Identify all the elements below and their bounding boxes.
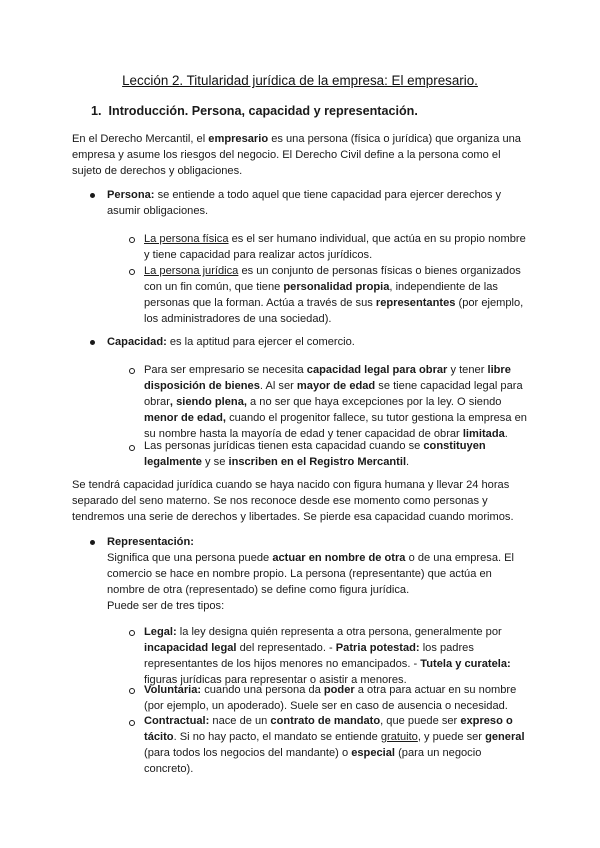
persona-juridica-item: La persona jurídica es un conjunto de personas físicas o bienes organizados con un fin común, que tiene personalidad propia, independiente de las personas que la forman. Actúa a través de sus representantes (por ejemplo, los administradores de una sociedad). (144, 265, 524, 325)
representacion-voluntaria-item: Voluntaria: cuando una persona da poder a otra para actuar en su nombre (por ejemplo, un apoderado). Suele ser en caso de ausencia o necesidad. (144, 684, 517, 712)
bullet-dot (90, 193, 95, 198)
persona-label: Persona: (107, 189, 155, 201)
sub-bullet-circle (129, 688, 135, 694)
capacidad-juridicas-item: Las personas jurídicas tienen esta capacidad cuando se constituyen legalmente y se inscriben en el Registro Mercantil. (144, 440, 486, 468)
section-number: 1. (91, 104, 102, 118)
capacidad-item: Capacidad: es la aptitud para ejercer el comercio. (107, 336, 355, 348)
capacidad-juridica-paragraph: Se tendrá capacidad jurídica cuando se haya nacido con figura humana y llevar 24 horas separado del seno materno. Se nos reconoce desde ese momento como personas y tendremos una serie de derechos y libertades. Se pierde esa capacidad cuando morimos. (72, 479, 514, 523)
sub-bullet-circle (129, 630, 135, 636)
persona-item: Persona: se entiende a todo aquel que tiene capacidad para ejercer derechos y asumir obligaciones. (107, 189, 502, 217)
bullet-dot (90, 340, 95, 345)
representacion-contractual-item: Contractual: nace de un contrato de mandato, que puede ser expreso o tácito. Si no hay pacto, el mandato se entiende gratuito, y puede ser general (para todos los negocios del mandante) o especial (para un negocio concreto). (144, 715, 525, 775)
representacion-label: Representación: (107, 536, 194, 548)
bullet-dot (90, 540, 95, 545)
sub-bullet-circle (129, 720, 135, 726)
capacidad-label: Capacidad: (107, 336, 167, 348)
sub-bullet-circle (129, 445, 135, 451)
intro-paragraph: En el Derecho Mercantil, el empresario es una persona (física o jurídica) que organiza una empresa y asume los riesgos del negocio. El Derecho Civil define a la persona como el sujeto de derechos y obligaciones. (72, 133, 521, 177)
sub-bullet-circle (129, 269, 135, 275)
capacidad-empresario-item: Para ser empresario se necesita capacidad legal para obrar y tener libre disposición de bienes. Al ser mayor de edad se tiene capacidad legal para obrar, siendo plena, a no ser que haya excepciones por la ley. O siendo menor de edad, cuando el progenitor fallece, su tutor gestiona la empresa en su nombre hasta la mayoría de edad y tener capacidad de obrar limitada. (144, 364, 527, 440)
document-title: Lección 2. Titularidad jurídica de la empresa: El empresario. (122, 73, 478, 88)
sub-bullet-circle (129, 368, 135, 374)
representacion-item (107, 534, 527, 614)
representacion-tipos: Puede ser de tres tipos: (107, 600, 225, 612)
sub-bullet-circle (129, 237, 135, 243)
representacion-legal-item: Legal: la ley designa quién representa a otra persona, generalmente por incapacidad legal del representado. - Patria potestad: los padres representantes de los hijos menores no emancipados. - Tutela y curatela: figuras jurídicas para representar o asistir a menores. (144, 626, 511, 686)
section-heading (91, 102, 418, 120)
representacion-text: Significa que una persona puede actuar en nombre de otra o de una empresa. El comercio se hace en nombre propio. La persona (representante) que actúa en nombre de otra (representado) se define como figura jurídica. (107, 552, 515, 596)
section-title: Introducción. Persona, capacidad y representación. (108, 104, 418, 118)
persona-fisica-item: La persona física es el ser humano individual, que actúa en su propio nombre y tiene capacidad para realizar actos jurídicos. (144, 233, 526, 261)
